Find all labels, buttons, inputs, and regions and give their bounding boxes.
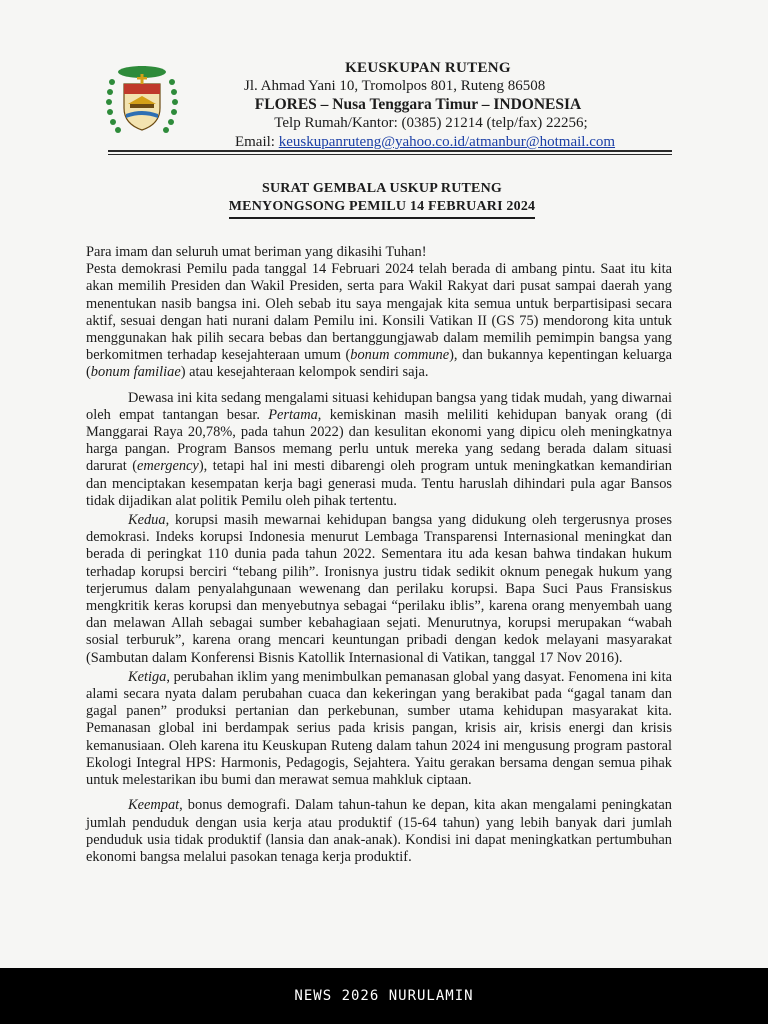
diocese-name: KEUSKUPAN RUTENG — [345, 60, 511, 76]
paragraph-3: Kedua, korupsi masih mewarnai kehidupan bangsa yang didukung oleh tergerusnya proses demokrasi. Indeks korupsi Indonesia menurut Lembaga Transparensi Internasional meningkat dan berada di peringkat 110 dunia pada tahun 2022. Sementara itu ada kesan bahwa tindakan hukum terhadap korupsi berciri “tebang pilih”. Ironisnya justru tidak sedikit oknum penegak hukum yang terjerumus dalam penyalahgunaan wewenang dan perilaku korupsi. Bapa Suci Paus Fransiskus mengkritik keras korupsi dan menyebutnya sebagai “perilaku iblis”, karena orang menyembah uang dan melawan Allah sebagai sumber kebahagiaan sejati. Menurutnya, korupsi merupakan “wabah sosial terburuk”, karena orang mencari keuntungan pribadi dengan kedok melayani masyarakat (Sambutan dalam Konferensi Bisnis Katollik Internasional di Vatikan, tanggal 17 Nov 2016). — [86, 512, 672, 666]
paragraph-1: Pesta demokrasi Pemilu pada tanggal 14 Februari 2024 telah berada di ambang pintu. Saat itu kita akan memilih Presiden dan Wakil Presiden, serta para Wakil Rakyat dari pusat sampai daerah yang menentukan nasib bangsa ini. Oleh sebab itu saya mengajak kita semua untuk berpartisipasi secara aktif, sesuai dengan hati nurani dalam Pemilu ini. Konsili Vatikan II (GS 75) mendorong kita untuk menggunakan hak pilih secara bebas dan bertanggungjawab dalam memilih pemimpin bangsa yang berkomitmen terhadap kesejahteraan umum (bonum commune), dan bukannya kepentingan keluarga (bonum familiae) atau kesejahteraan kelompok sendiri saja. — [86, 261, 672, 381]
title-line-1: SURAT GEMBALA USKUP RUTENG — [261, 181, 502, 196]
paragraph-4: Ketiga, perubahan iklim yang menimbulkan pemanasan global yang dasyat. Fenomena ini kita alami secara nyata dalam perubahan cuaca dan kekeringan yang berakibat pada “gagal tanam dan gagal panen” produksi pertanian dan perkebunan, sumber utama kehidupan masyarakat kita. Pemanasan global ini berdampak serius pada krisis pangan, krisis air, krisis energi dan krisis kemanusiaan. Oleh karena itu Keuskupan Ruteng dalam tahun 2024 ini mengusung program pastoral Ekologi Integral HPS: Harmonis, Pedagogis, Sejahtera. Yaitu gerakan bersama dengan semua pihak untuk melestarikan ibu bumi dan merawat semua mahkluk ciptaan. — [86, 668, 672, 789]
banner-text: NEWS 2026 NURULAMIN — [294, 988, 474, 1004]
paragraph-5: Keempat, bonus demografi. Dalam tahun-tahun ke depan, kita akan mengalami peningkatan jumlah penduduk dengan usia kerja atau produktif (15-64 tahun) yang lebih banyak dari jumlah penduduk usia tidak produktif (lansia dan anak-anak). Kondisi ini dapat meningkatkan pertumbuhan ekonomi bangsa melalui pasokan tenaga kerja produktif. — [86, 797, 672, 865]
letterhead — [184, 60, 672, 152]
paragraph-2: Dewasa ini kita sedang mengalami situasi kehidupan bangsa yang tidak mudah, yang diwarnai oleh empat tantangan besar. Pertama, kemiskinan masih meliliti kehidupan banyak orang (di Manggarai Raya 20,78%, pada tahun 2022) dan kesulitan ekonomi yang dipicu oleh meningkatnya harga pangan. Program Bansos memang perlu untuk mereka yang sedang berada dalam situasi darurat (emergency), tetapi hal ini mesti dibarengi oleh program untuk meningkatkan kemandirian dan menciptakan kesempatan kerja bagi generasi muda. Tentu haruslah dihindari pula agar Bansos tidak dijadikan alat politik Pemilu oleh pihak tertentu. — [86, 389, 673, 509]
diocese-region: FLORES – Nusa Tenggara Timur – INDONESIA — [254, 96, 582, 113]
email-label: Email: — [234, 134, 279, 150]
email-link[interactable]: keuskupanruteng@yahoo.co.id/atmanbur@hotmail.com — [278, 134, 616, 150]
title-line-2: MENYONGSONG PEMILU 14 FEBRUARI 2024 — [229, 198, 535, 219]
letter-body — [86, 244, 672, 866]
diocese-phone: Telp Rumah/Kantor: (0385) 21214 (telp/fax) 22256; — [274, 115, 588, 131]
greeting: Para imam dan seluruh umat beriman yang dikasihi Tuhan! — [86, 244, 427, 260]
diocese-address: Jl. Ahmad Yani 10, Tromolpos 801, Ruteng 86508 — [244, 78, 546, 94]
letterhead-rule-thin — [108, 154, 672, 155]
footer-banner — [0, 968, 768, 1024]
letterhead-rule — [108, 150, 672, 152]
letter-title — [150, 180, 614, 219]
